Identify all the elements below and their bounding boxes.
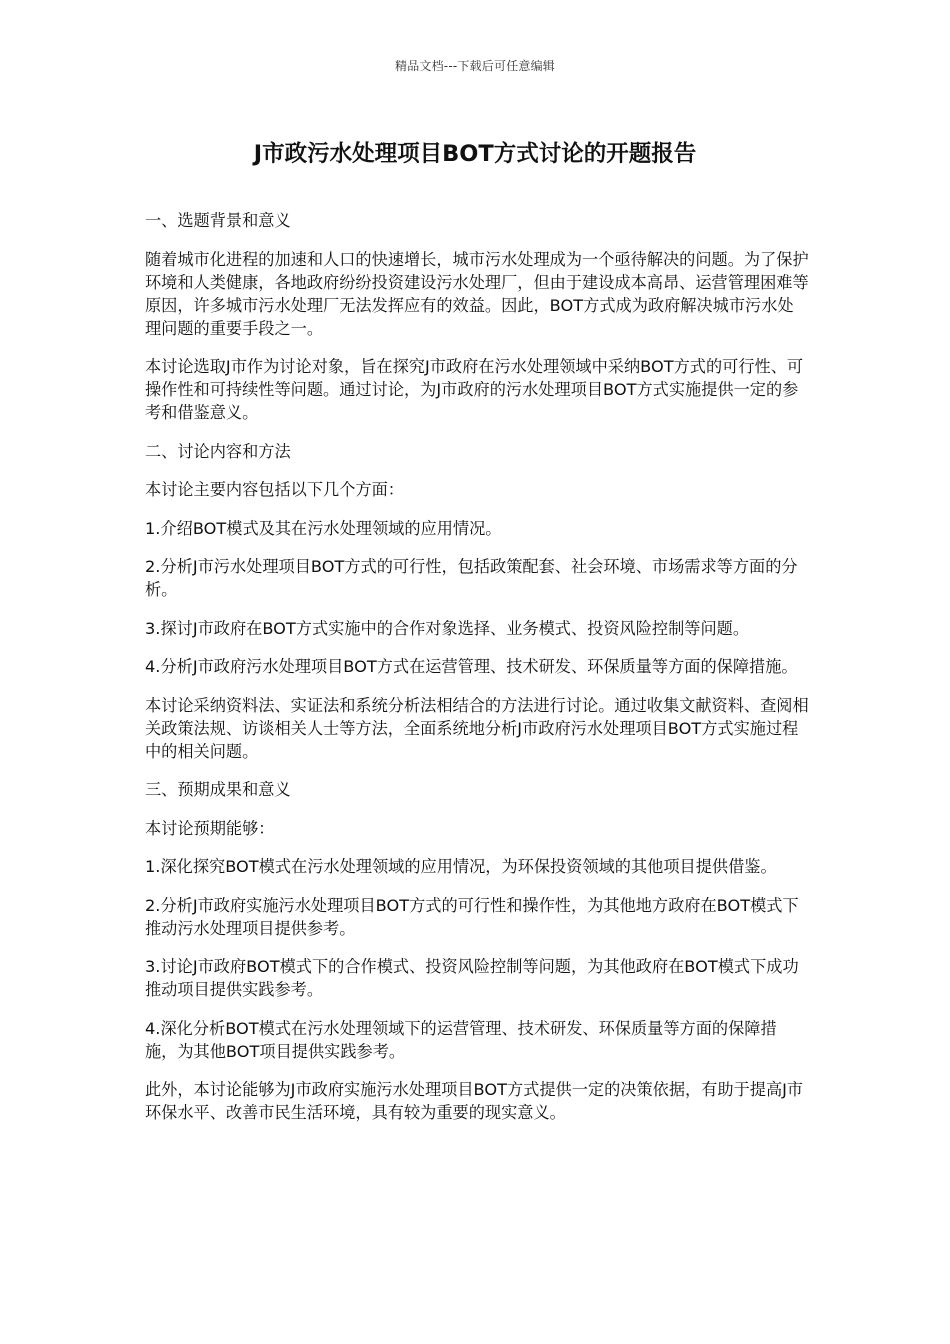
body-paragraph: 本讨论选取J市作为讨论对象，旨在探究J市政府在污水处理领域中采纳BOT方式的可行性、可操作性和可持续性等问题。通过讨论，为J市政府的污水处理项目BOT方式实施提供一定的参考和借鉴意义。 xyxy=(145,357,804,422)
list-item: 1.深化探究BOT模式在污水处理领域的应用情况，为环保投资领域的其他项目提供借鉴。 xyxy=(145,857,777,876)
section-heading-background: 一、选题背景和意义 xyxy=(145,211,291,230)
body-paragraph: 随着城市化进程的加速和人口的快速增长，城市污水处理成为一个亟待解决的问题。为了保护环境和人类健康，各地政府纷纷投资建设污水处理厂，但由于建设成本高昂、运营管理困难等原因，许多城市污水处理厂无法发挥应有的效益。因此，BOT方式成为政府解决城市污水处理问题的重要手段之一。 xyxy=(145,249,809,338)
list-item: 4.分析J市政府污水处理项目BOT方式在运营管理、技术研发、环保质量等方面的保障措施。 xyxy=(145,657,798,676)
body-paragraph: 本讨论预期能够： xyxy=(145,818,275,838)
list-item: 3.讨论J市政府BOT模式下的合作模式、投资风险控制等问题，为其他政府在BOT模式下成功推动项目提供实践参考。 xyxy=(145,957,799,999)
section-heading-content-method: 二、讨论内容和方法 xyxy=(145,441,291,461)
list-item: 1.介绍BOT模式及其在污水处理领域的应用情况。 xyxy=(145,518,502,538)
list-item: 4.深化分析BOT模式在污水处理领域下的运营管理、技术研发、环保质量等方面的保障措施，为其他BOT项目提供实践参考。 xyxy=(145,1018,777,1061)
body-paragraph: 本讨论采纳资料法、实证法和系统分析法相结合的方法进行讨论。通过收集文献资料、查阅相关政策法规、访谈相关人士等方法，全面系统地分析J市政府污水处理项目BOT方式实施过程中的相关问题。 xyxy=(145,695,809,761)
document-body xyxy=(145,209,809,1140)
list-item: 2.分析J市污水处理项目BOT方式的可行性，包括政策配套、社会环境、市场需求等方面的分析。 xyxy=(145,557,798,599)
list-item: 3.探讨J市政府在BOT方式实施中的合作对象选择、业务模式、投资风险控制等问题。 xyxy=(145,618,750,638)
body-paragraph: 本讨论主要内容包括以下几个方面： xyxy=(145,480,404,499)
document-title: J市政污水处理项目BOT方式讨论的开题报告 xyxy=(253,141,697,167)
section-heading-expected-results: 三、预期成果和意义 xyxy=(145,780,291,799)
body-paragraph: 此外，本讨论能够为J市政府实施污水处理项目BOT方式提供一定的决策依据，有助于提高J市环保水平、改善市民生活环境，具有较为重要的现实意义。 xyxy=(145,1080,804,1122)
header-note: 精品文档---下载后可任意编辑 xyxy=(395,59,555,73)
list-item: 2.分析J市政府实施污水处理项目BOT方式的可行性和操作性，为其他地方政府在BOT模式下推动污水处理项目提供参考。 xyxy=(145,895,799,938)
